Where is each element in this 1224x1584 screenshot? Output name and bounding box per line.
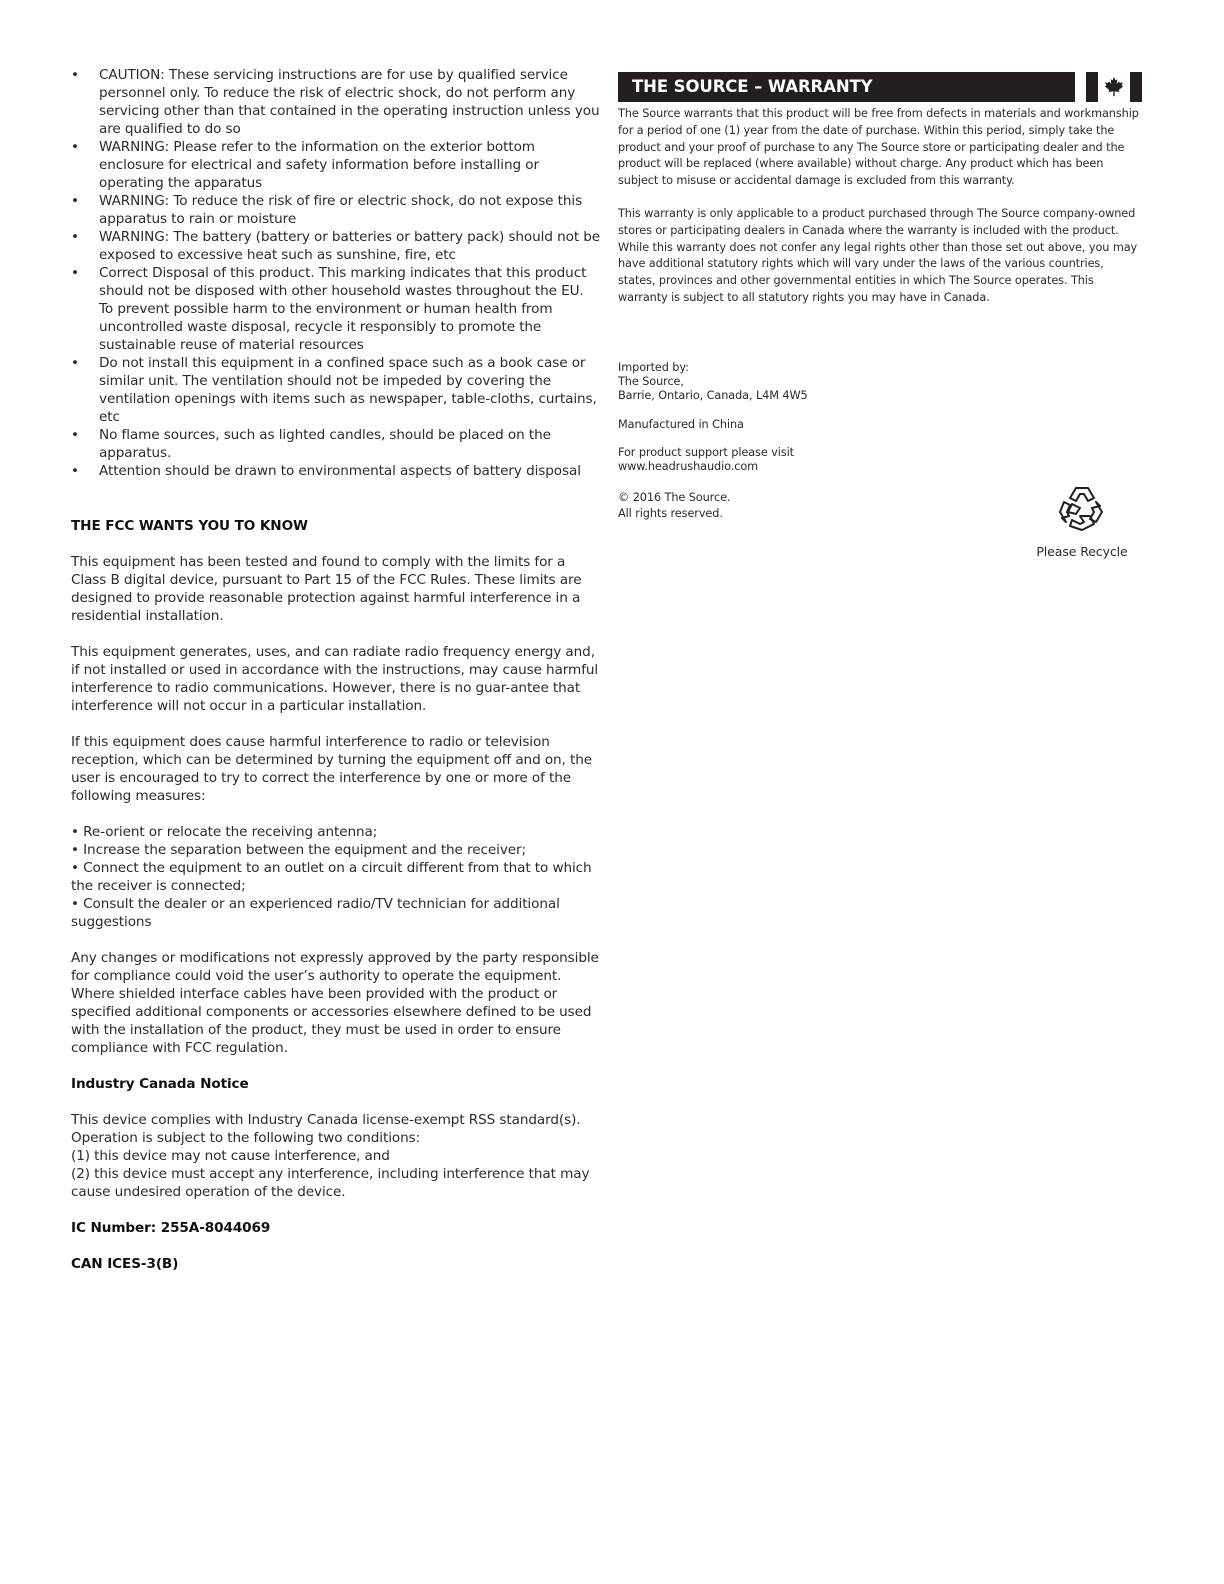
ic-line: This device complies with Industry Canada license-exempt RSS standard(s). — [71, 1112, 581, 1128]
ic-line: (1) this device may not cause interference, and — [71, 1148, 390, 1164]
safety-item: • Attention should be drawn to environmental aspects of battery disposal — [71, 462, 601, 480]
importer-block — [618, 361, 1142, 403]
safety-item: • WARNING: To reduce the risk of fire or electric shock, do not expose this apparatus to rain or moisture — [71, 192, 601, 228]
importer-line: Imported by: — [618, 360, 689, 374]
industry-canada-text — [71, 1111, 601, 1201]
flag-band-right — [1130, 72, 1142, 102]
left-column — [71, 66, 601, 1273]
fcc-measure: • Re-orient or relocate the receiving antenna; — [71, 824, 378, 840]
right-column — [618, 72, 1142, 559]
support-url: www.headrushaudio.com — [618, 459, 759, 473]
copyright-line: © 2016 The Source. — [618, 490, 731, 504]
fcc-measure: • Connect the equipment to an outlet on a circuit different from that to which the receiver is connected; — [71, 860, 592, 894]
recycle-label: Please Recycle — [1036, 543, 1128, 559]
fcc-measure: • Increase the separation between the equipment and the receiver; — [71, 842, 526, 858]
importer-line: The Source, — [618, 374, 684, 388]
fcc-measure: • Consult the dealer or an experienced radio/TV technician for additional suggestions — [71, 896, 560, 930]
importer-line: Barrie, Ontario, Canada, L4M 4W5 — [618, 388, 808, 402]
fcc-paragraph-4: Any changes or modifications not expressly approved by the party responsible for compliance could void the user’s authority to operate the equipment. Where shielded interface cables have been provided with the product or specified additional components or accessories elsewhere defined to be used with the installation of the product, they must be used in order to ensure compliance with FCC regulation. — [71, 950, 599, 1056]
manufactured-in: Manufactured in China — [618, 417, 744, 431]
fcc-paragraph-2: This equipment generates, uses, and can radiate radio frequency energy and, if not installed or used in accordance with the instructions, may cause harmful interference to radio communications. However, there is no guar-antee that interference will not occur in a particular installation. — [71, 644, 599, 714]
rights-line: All rights reserved. — [618, 506, 723, 520]
safety-item: • No flame sources, such as lighted candles, should be placed on the apparatus. — [71, 426, 601, 462]
safety-item: • Do not install this equipment in a confined space such as a book case or similar unit. The ventilation should not be impeded by covering the ventilation openings with items such as newspaper, table-cloths, curtains, etc — [71, 354, 601, 426]
safety-item: • WARNING: The battery (battery or batteries or battery pack) should not be exposed to excessive heat such as sunshine, fire, etc — [71, 228, 601, 264]
recycle-block — [1022, 484, 1142, 561]
warranty-banner — [618, 72, 1142, 102]
fcc-paragraph-3: If this equipment does cause harmful interference to radio or television reception, which can be determined by turning the equipment off and on, the user is encouraged to try to correct the interference by one or more of the following measures: — [71, 734, 593, 804]
ic-number: IC Number: 255A-8044069 — [71, 1220, 271, 1236]
warranty-paragraph-2: This warranty is only applicable to a product purchased through The Source company-owned stores or participating dealers in Canada where the warranty is included with the product. While this warranty does not confer any legal rights other than those set out above, you may have additional statutory rights which will vary under the laws of the various countries, states, provinces and other governmental entities in which The Source operates. This warranty is subject to all statutory rights you may have in Canada. — [618, 206, 1138, 304]
canada-flag-icon — [1086, 72, 1142, 102]
safety-item: • WARNING: Please refer to the information on the exterior bottom enclosure for electrical and safety information before installing or operating the apparatus — [71, 138, 601, 192]
warranty-title: THE SOURCE – WARRANTY — [618, 72, 1075, 102]
ic-line: (2) this device must accept any interference, including interference that may cause undesired operation of the device. — [71, 1166, 590, 1200]
fcc-heading: THE FCC WANTS YOU TO KNOW — [71, 518, 308, 534]
warranty-paragraph-1: The Source warrants that this product will be free from defects in materials and workmanship for a period of one (1) year from the date of purchase. Within this period, simply take the product and your proof of purchase to any The Source store or participating dealer and the product will be replaced (where available) without charge. Any product which has been subject to misuse or accidental damage is excluded from this warranty. — [618, 107, 1139, 188]
fcc-paragraph-1: This equipment has been tested and found to comply with the limits for a Class B digital device, pursuant to Part 15 of the FCC Rules. These limits are designed to provide reasonable protection against harmful interference in a residential installation. — [71, 554, 582, 624]
safety-list — [71, 66, 601, 480]
ic-line: Operation is subject to the following two conditions: — [71, 1130, 421, 1146]
flag-center — [1098, 72, 1130, 102]
flag-band-left — [1086, 72, 1098, 102]
support-block — [618, 446, 1142, 474]
ices-label: CAN ICES-3(B) — [71, 1256, 179, 1272]
safety-item: • CAUTION: These servicing instructions are for use by qualified service personnel only. To reduce the risk of electric shock, do not perform any servicing other than that contained in the operating instruction unless you are qualified to do so — [71, 66, 601, 138]
safety-item: • Correct Disposal of this product. This marking indicates that this product should not be disposed with other household wastes throughout the EU. To prevent possible harm to the environment or human health from uncontrolled waste disposal, recycle it responsibly to promote the sustainable reuse of material resources — [71, 264, 601, 354]
recycle-icon — [1054, 484, 1110, 536]
fcc-measures-list — [71, 823, 601, 931]
industry-canada-heading: Industry Canada Notice — [71, 1076, 249, 1092]
maple-leaf-icon — [1103, 76, 1125, 98]
support-line: For product support please visit — [618, 445, 794, 459]
